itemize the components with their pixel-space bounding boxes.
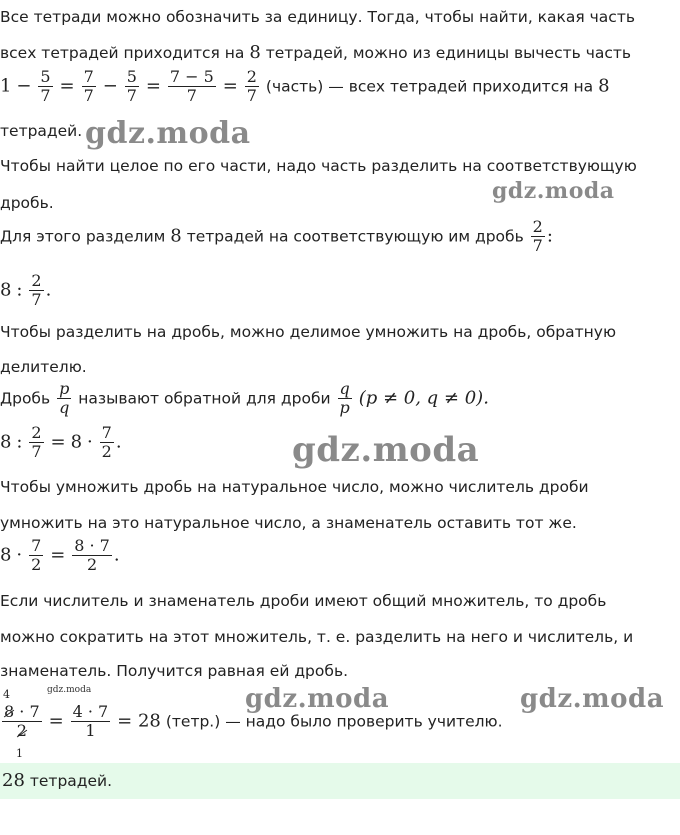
paragraph-text: можно сократить на этот множитель, т. е. разделить на него и числитель, и [0,628,634,646]
equals-sign: = [59,75,75,97]
equals-sign: = [48,710,64,732]
text-line [0,592,606,610]
equals-sign: = [145,75,161,97]
math-line [0,703,503,741]
fraction: $\frac{7}{7}$ [83,67,94,106]
math-number: 8 [0,431,12,453]
text-line [0,42,631,63]
paragraph-text: всех тетрадей приходится на [0,44,245,62]
paragraph-text: Дробь [0,389,51,408]
fraction: $\frac{7}{2}$ [31,536,42,575]
math-number: 8 [598,75,610,97]
watermark-text: gdz.moda [520,684,665,714]
fraction: $\frac{p}{q}$ [59,379,70,418]
fraction: $\frac{2}{7}$ [31,423,42,462]
dot-sign: · [86,431,93,453]
math-number: 8 [70,431,83,453]
paragraph-text: Чтобы умножить дробь на натуральное число, можно числитель дроби [0,478,589,496]
text-line [0,662,348,680]
fraction: $\frac{7}{2}$ [101,423,112,462]
period: . [45,279,52,301]
fraction: $\frac{q}{p}$ [339,379,350,418]
answer-text [2,770,112,791]
fraction: $\frac{2}{7}$ [31,271,42,310]
text-line [0,380,489,418]
fraction: $\frac{5}{7}$ [40,67,51,106]
math-line [0,424,122,462]
math-number: 8 [249,42,261,63]
text-line [0,628,633,646]
text-line [0,8,635,26]
math-number: 8 [0,544,12,566]
paragraph-text: знаменатель. Получится равная ей дробь. [0,662,349,680]
paragraph-text: Если числитель и знаменатель дроби имеют общий множитель, то дробь [0,592,607,610]
watermark-text: gdz.moda [85,116,251,151]
paragraph-text: тетрадей. [29,772,113,790]
equals-sign: = [222,75,238,97]
watermark-text: gdz.moda [292,430,480,470]
paragraph-text: делителю. [0,358,87,376]
text-line [0,194,54,212]
math-line [0,272,51,310]
text-line [0,157,637,175]
math-result: = 28 [117,710,161,732]
paragraph-text: называют обратной для дроби [78,389,331,408]
paragraph-text: Все тетради можно обозначить за единицу. Тогда, чтобы найти, какая часть [0,8,635,26]
paragraph-text: дробь. [0,194,54,212]
fraction: $\frac{2}{7}$ [532,217,543,256]
fraction: $\frac{8 \cdot 7}{2}$ [4,702,40,741]
math-line [0,68,610,106]
fraction: $\frac{7 - 5}{7}$ [169,67,214,106]
text-line [0,323,616,341]
fraction: $\frac{8 \cdot 7}{2}$ [74,536,110,575]
period: . [115,431,122,453]
text-line [0,122,82,140]
fraction: $\frac{4 \cdot 7}{1}$ [72,702,109,741]
cancel-superscript: 4 [3,688,10,701]
text-line [0,514,577,532]
paragraph-text: тетрадей, можно из единицы вычесть часть [265,44,632,62]
math-line [0,537,120,575]
minus-sign: − [102,75,118,97]
watermark-text: gdz.moda [492,178,615,204]
text-line [0,218,553,256]
math-number: 8 [170,225,182,247]
answer-box [0,763,680,799]
paragraph-text: Для этого разделим [0,227,166,246]
paragraph-text: Чтобы разделить на дробь, можно делимое умножить на дробь, обратную [0,323,616,341]
paragraph-text: (часть) — всех тетрадей приходится на [265,77,594,96]
paragraph-text: (тетр.) — надо было проверить учителю. [165,712,503,731]
math-number: 1 [0,75,12,97]
paragraph-text: тетрадей на соответствующую им дробь [186,227,524,246]
equals-sign: = [50,544,66,566]
paragraph-text: Чтобы найти целое по его части, надо часть разделить на соответствующую [0,157,637,175]
dot-sign: · [16,544,23,566]
math-condition: (p ≠ 0, q ≠ 0). [358,387,489,409]
colon: : [16,279,23,301]
fraction: $\frac{2}{7}$ [246,67,257,106]
paragraph-text: тетрадей. [0,122,83,140]
cancel-subscript: 1 [16,747,23,760]
math-number: 28 [2,770,25,791]
math-number: 8 [0,279,12,301]
watermark-small: gdz.moda [47,685,92,695]
minus-sign: − [16,75,32,97]
paragraph-text: умножить на это натуральное число, а знаменатель оставить тот же. [0,514,577,532]
equals-sign: = [50,431,66,453]
period: . [113,544,120,566]
colon: : [16,431,23,453]
text-line [0,478,589,496]
text-line [0,358,87,376]
watermark-text: gdz.moda [245,684,390,714]
colon: : [546,225,553,247]
fraction: $\frac{5}{7}$ [126,67,137,106]
